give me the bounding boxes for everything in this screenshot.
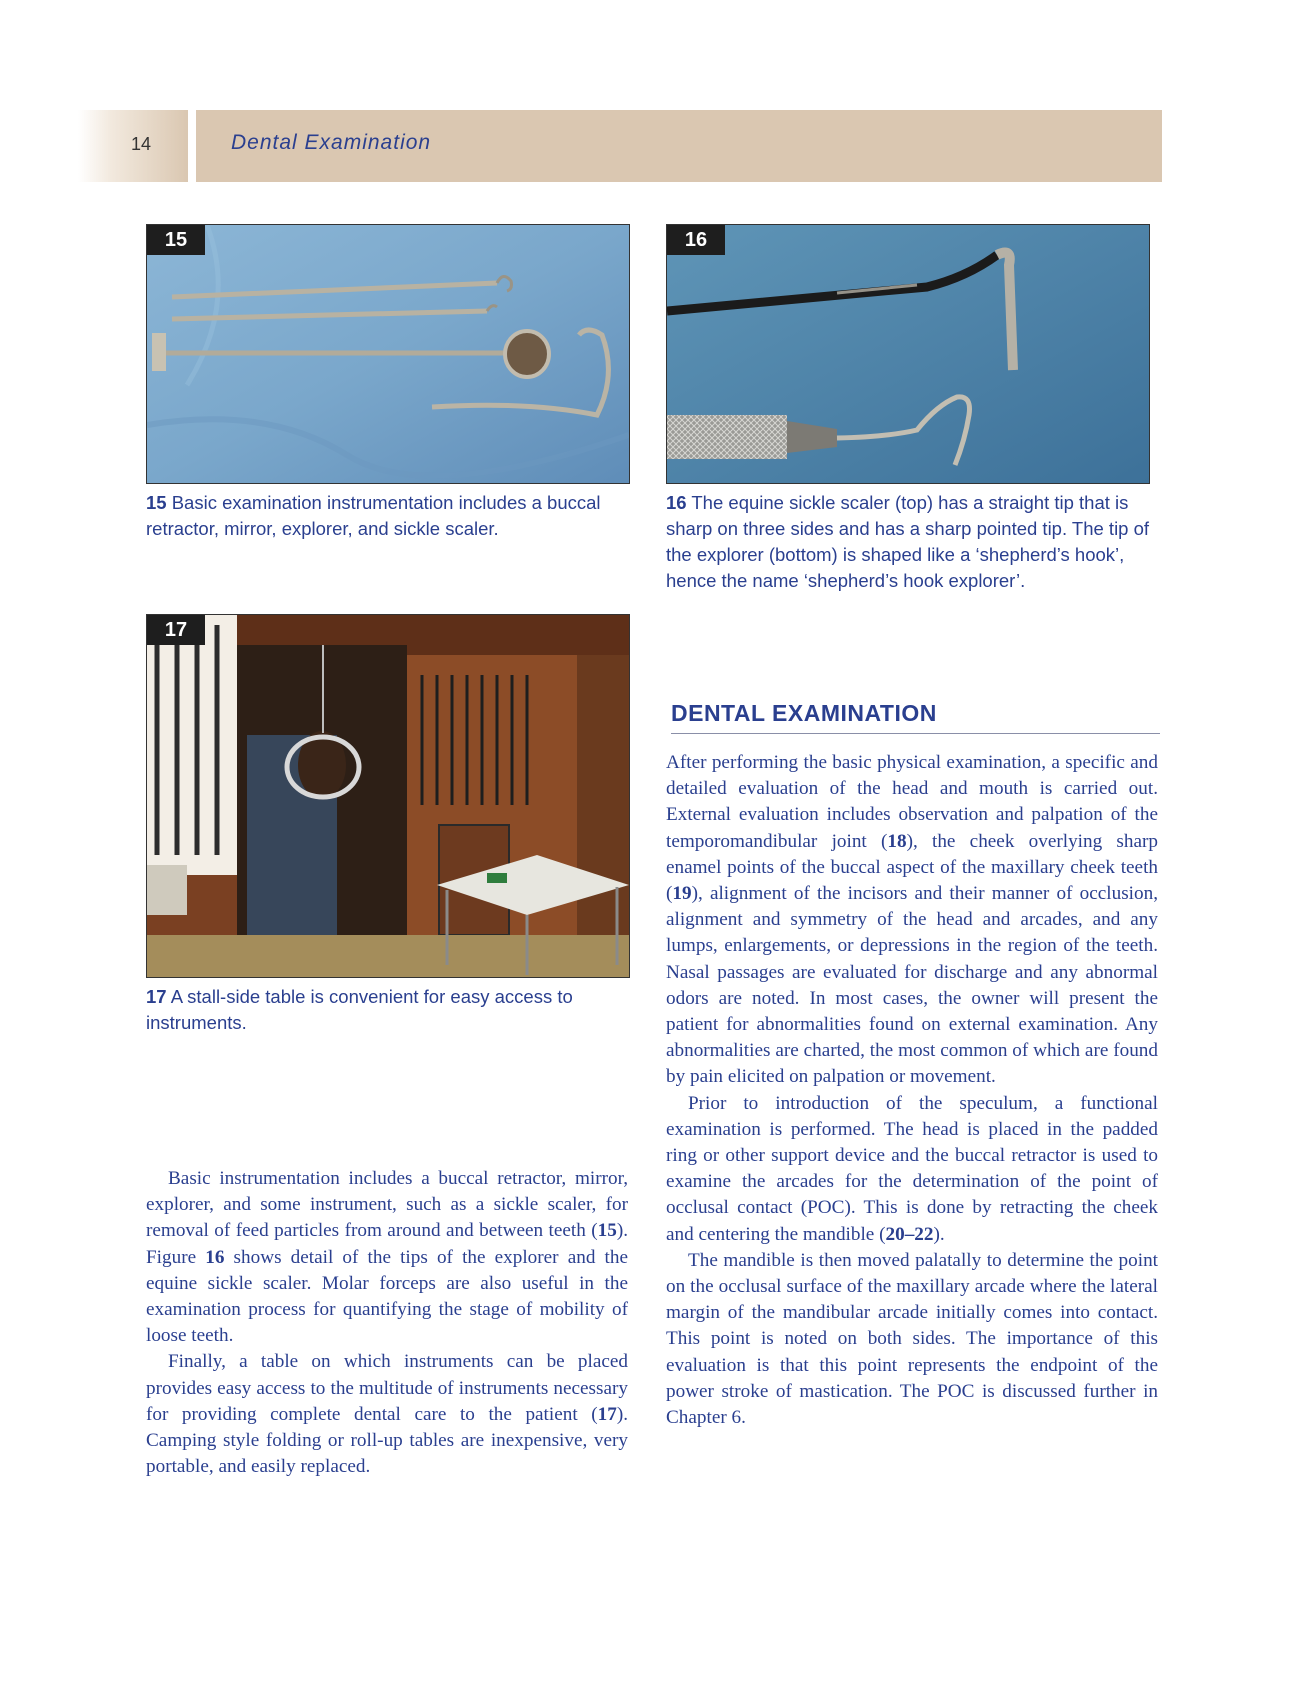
figure-16-caption-number: 16 (666, 492, 687, 513)
text-run: Prior to introduction of the speculum, a functional examination is performed. The head is placed in the padded ring or other support device and the buccal retractor is used to examine the arcades for the determination of the point of occlusal contact (POC). This is done by retracting the cheek and centering the mandible ( (666, 1092, 1158, 1245)
right-paragraph-2 (666, 1091, 1158, 1248)
figure-15-caption (146, 490, 616, 542)
figure-16-photo (666, 224, 1150, 484)
figure-ref: 20–22 (885, 1223, 934, 1245)
left-paragraph-2 (146, 1349, 628, 1480)
text-run: After performing the basic physical examination, a specific and detailed evaluation of the head and mouth is carried out. External evaluation includes observation and palpation of the temporomandibular joint ( (666, 752, 1158, 852)
text-run: ), alignment of the incisors and their manner of occlusion, alignment and symmetry of the head and arcades, and any lumps, enlargements, or depressions in the region of the teeth. Nasal passages are evaluated for discharge and any abnormal odors are noted. In most cases, the owner will present the patient for abnormalities found on external examination. Any abnormalities are charted, the most common of which are found by pain elicited on palpation or movement. (666, 883, 1158, 1088)
figure-15-caption-text: Basic examination instrumentation includes a buccal retractor, mirror, explorer, and sickle scaler. (146, 492, 601, 539)
figure-16-caption-text: The equine sickle scaler (top) has a straight tip that is sharp on three sides and has a sharp pointed tip. The tip of the explorer (bottom) is shaped like a ‘shepherd’s hook’, hence the name ‘shepherd’s hook explorer’. (666, 492, 1150, 591)
text-run: Finally, a table on which instruments can be placed provides easy access to the multitude of instruments necessary for providing complete dental care to the patient ( (146, 1351, 628, 1425)
figure-ref: 18 (887, 830, 907, 852)
left-body-column (146, 1166, 628, 1480)
text-run: The mandible is then moved palatally to determine the point on the occlusal surface of the maxillary arcade where the lateral margin of the mandibular arcade initially comes into contact. This point is noted on both sides. The importance of this evaluation is that this point represents the endpoint of the power stroke of mastication. The POC is discussed further in Chapter 6. (666, 1249, 1158, 1429)
figure-ref: 16 (205, 1246, 225, 1268)
figure-ref: 19 (672, 883, 692, 905)
figure-17-caption-number: 17 (146, 986, 167, 1007)
header-divider (188, 110, 196, 182)
figure-16-label: 16 (667, 225, 725, 255)
page-number: 14 (131, 134, 152, 154)
figure-15-photo (146, 224, 630, 484)
text-run: shows detail of the tips of the explorer and the equine sickle scaler. Molar forceps are also useful in the examination process for quantifying the stage of mobility of loose teeth. (146, 1246, 628, 1347)
text-run: ). (933, 1223, 945, 1245)
figure-17-photo (146, 614, 630, 978)
text-run: ), the cheek overlying sharp enamel points of the buccal aspect of the maxillary cheek teeth ( (666, 830, 1158, 905)
text-run: ). Figure (146, 1220, 628, 1268)
instruments-on-drape-image (147, 225, 629, 483)
left-paragraph-1 (146, 1166, 628, 1349)
figure-15-caption-number: 15 (146, 492, 167, 513)
figure-16-caption (666, 490, 1156, 594)
figure-ref: 17 (597, 1403, 617, 1425)
figure-17-caption (146, 984, 626, 1036)
section-heading: DENTAL EXAMINATION (671, 700, 1160, 734)
right-paragraph-3 (666, 1248, 1158, 1431)
scaler-explorer-closeup-image (667, 225, 1149, 483)
right-paragraph-1 (666, 750, 1158, 1091)
figure-ref: 15 (597, 1220, 617, 1242)
running-head: Dental Examination (231, 131, 432, 154)
figure-17-caption-text: A stall-side table is convenient for easy access to instruments. (146, 986, 573, 1033)
right-body-column (666, 750, 1158, 1431)
figure-15-label: 15 (147, 225, 205, 255)
figure-17-label: 17 (147, 615, 205, 645)
text-run: Basic instrumentation includes a buccal retractor, mirror, explorer, and some instrument, such as a sickle scaler, for removal of feed particles from around and between teeth ( (146, 1168, 628, 1242)
stall-side-table-image (147, 615, 629, 977)
text-run: ). Camping style folding or roll-up tables are inexpensive, very portable, and easily replaced. (146, 1403, 628, 1478)
